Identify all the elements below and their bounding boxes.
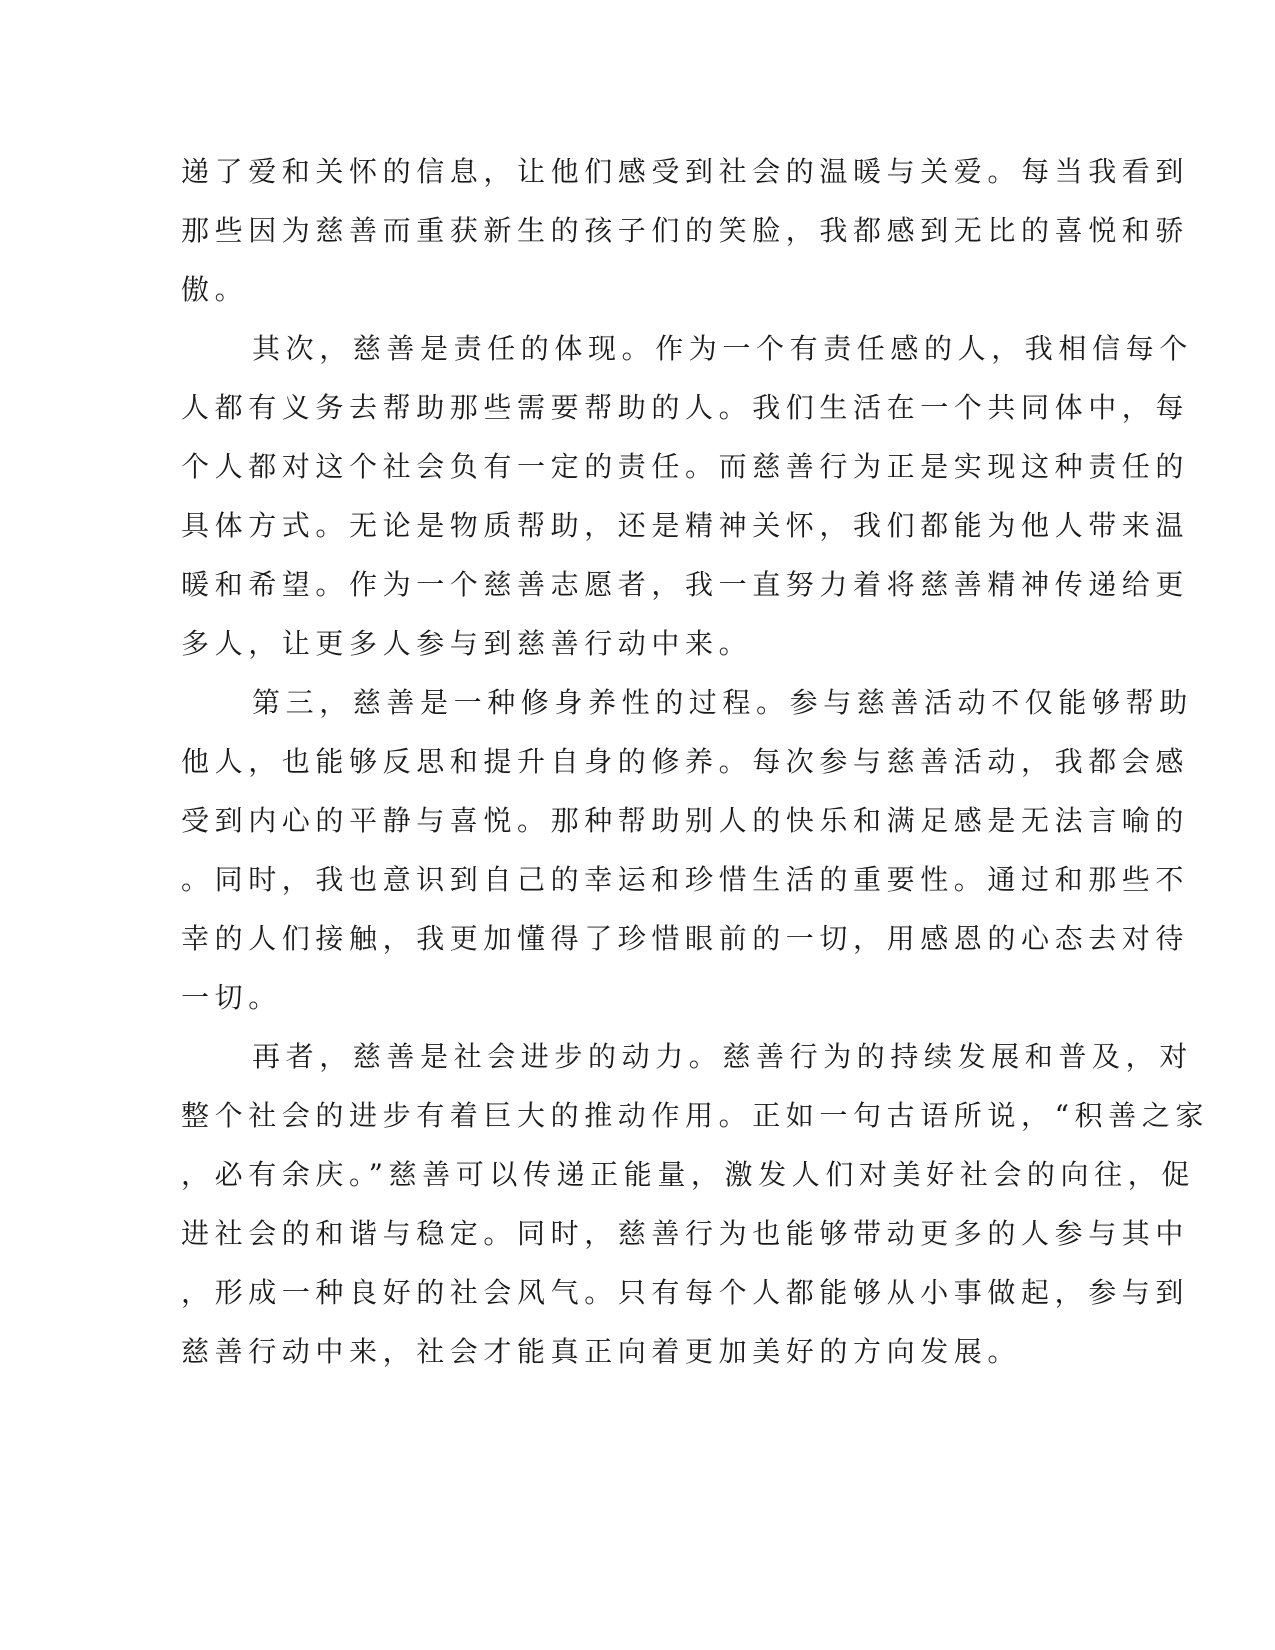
text-line: 多人，让更多人参与到慈善行动中来。 (181, 627, 753, 660)
text-line: 他人，也能够反思和提升自身的修养。每次参与慈善活动，我都会感 (181, 745, 1190, 778)
text-line: ，形成一种良好的社会风气。只有每个人都能够从小事做起，参与到 (181, 1276, 1190, 1309)
text-line: 暖和希望。作为一个慈善志愿者，我一直努力着将慈善精神传递给更 (181, 568, 1190, 601)
text-line: 。同时，我也意识到自己的幸运和珍惜生活的重要性。通过和那些不 (181, 863, 1190, 896)
text-line: 递了爱和关怀的信息，让他们感受到社会的温暖与关爱。每当我看到 (181, 155, 1190, 188)
text-line: 那些因为慈善而重获新生的孩子们的笑脸，我都感到无比的喜悦和骄 (181, 214, 1190, 247)
text-line: 慈善行动中来，社会才能真正向着更加美好的方向发展。 (181, 1335, 1022, 1368)
text-line: 受到内心的平静与喜悦。那种帮助别人的快乐和满足感是无法言喻的 (181, 804, 1190, 837)
text-line: 幸的人们接触，我更加懂得了珍惜眼前的一切，用感恩的心态去对待 (181, 922, 1190, 955)
paragraph-first-line: 其次，慈善是责任的体现。作为一个有责任感的人，我相信每个 (252, 332, 1193, 365)
paragraph-first-line: 第三，慈善是一种修身养性的过程。参与慈善活动不仅能够帮助 (252, 686, 1193, 719)
text-line: 傲。 (181, 273, 249, 306)
text-line: 一切。 (181, 981, 282, 1014)
text-line: 整个社会的进步有着巨大的推动作用。正如一句古语所说，“积善之家 (181, 1099, 1209, 1132)
paragraph-first-line: 再者，慈善是社会进步的动力。慈善行为的持续发展和普及，对 (252, 1040, 1193, 1073)
text-line: 具体方式。无论是物质帮助，还是精神关怀，我们都能为他人带来温 (181, 509, 1190, 542)
text-line: 人都有义务去帮助那些需要帮助的人。我们生活在一个共同体中，每 (181, 391, 1190, 424)
text-line: 进社会的和谐与稳定。同时，慈善行为也能够带动更多的人参与其中 (181, 1217, 1190, 1250)
text-line: 个人都对这个社会负有一定的责任。而慈善行为正是实现这种责任的 (181, 450, 1190, 483)
text-line: ，必有余庆。”慈善可以传递正能量，激发人们对美好社会的向往，促 (181, 1158, 1195, 1191)
